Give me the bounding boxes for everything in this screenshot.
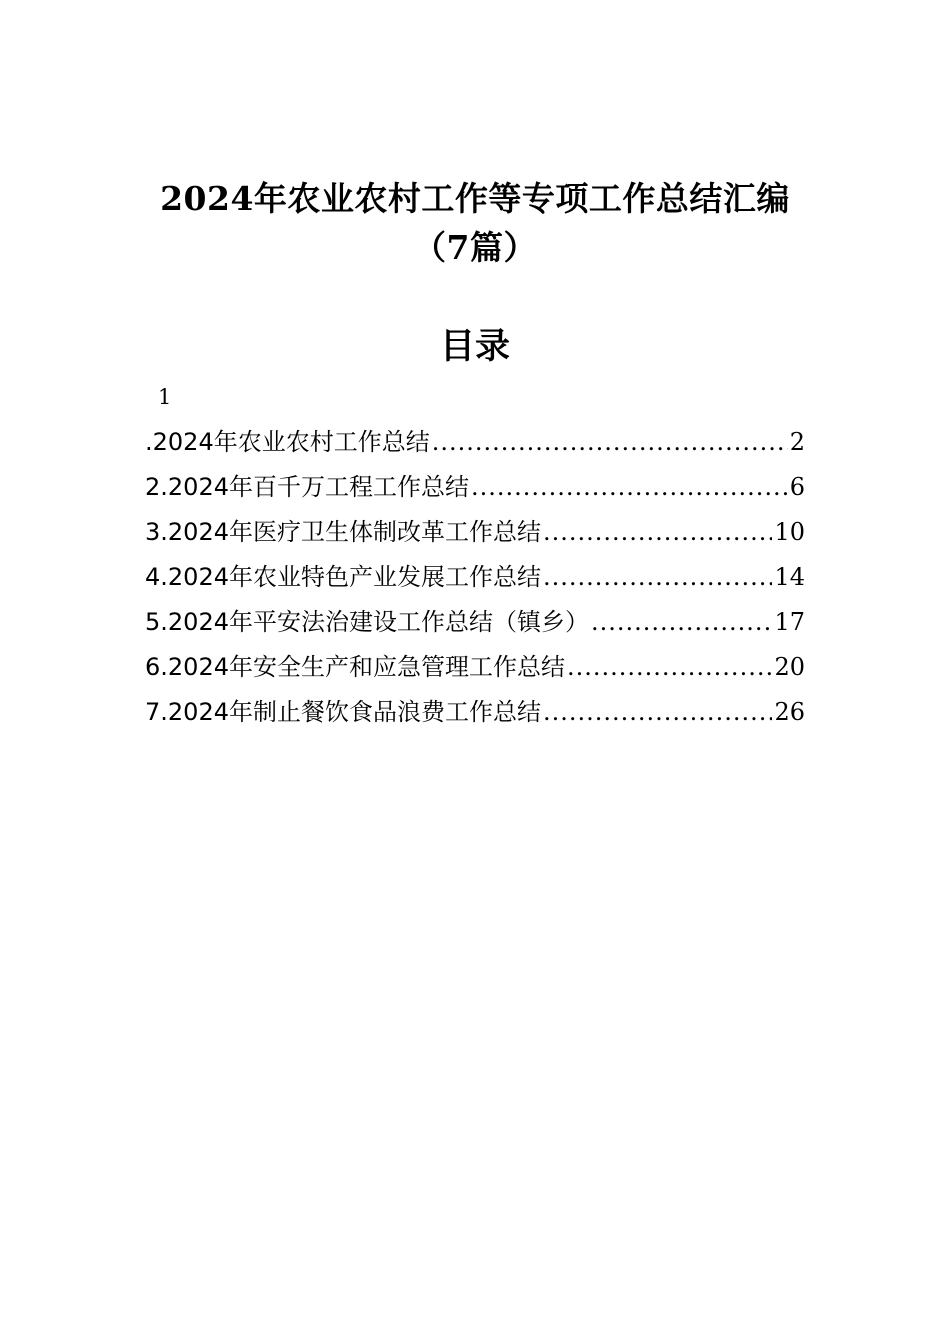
toc-dot-leader xyxy=(543,510,772,555)
toc-dot-leader xyxy=(471,465,788,510)
toc-entry-title: 6.2024年安全生产和应急管理工作总结 xyxy=(145,653,565,681)
toc-heading: 目录 xyxy=(439,326,510,367)
toc-stray-number: 1 xyxy=(158,385,172,409)
toc-dot-leader xyxy=(543,555,772,600)
toc-entry-5[interactable] xyxy=(145,600,805,645)
toc-page-number: 26 xyxy=(774,698,805,726)
toc-entry-4[interactable] xyxy=(145,555,805,600)
toc-dot-leader xyxy=(567,645,772,690)
toc-entry-1[interactable] xyxy=(145,420,805,465)
toc-page-number: 14 xyxy=(774,563,805,591)
toc-page-number: 17 xyxy=(774,608,805,636)
toc-entry-title: 2.2024年百千万工程工作总结 xyxy=(145,473,469,501)
toc-page-number: 10 xyxy=(774,518,805,546)
toc-dot-leader xyxy=(432,420,788,465)
document-subtitle: （7篇） xyxy=(413,228,537,267)
toc-entry-3[interactable] xyxy=(145,510,805,555)
toc-entry-title: 7.2024年制止餐饮食品浪费工作总结 xyxy=(145,698,541,726)
toc-page-number: 20 xyxy=(774,653,805,681)
toc-entry-title: 5.2024年平安法治建设工作总结（镇乡） xyxy=(145,608,589,636)
toc-entry-7[interactable] xyxy=(145,690,805,735)
toc-entry-6[interactable] xyxy=(145,645,805,690)
document-title: 2024年农业农村工作等专项工作总结汇编 xyxy=(160,179,790,218)
toc-entry-title: 3.2024年医疗卫生体制改革工作总结 xyxy=(145,518,541,546)
toc-entry-2[interactable] xyxy=(145,465,805,510)
table-of-contents xyxy=(145,420,805,735)
toc-dot-leader xyxy=(591,600,772,645)
toc-page-number: 2 xyxy=(789,428,805,456)
toc-entry-title: .2024年农业农村工作总结 xyxy=(145,428,430,456)
toc-entry-title: 4.2024年农业特色产业发展工作总结 xyxy=(145,563,541,591)
toc-page-number: 6 xyxy=(789,473,805,501)
toc-dot-leader xyxy=(543,690,772,735)
